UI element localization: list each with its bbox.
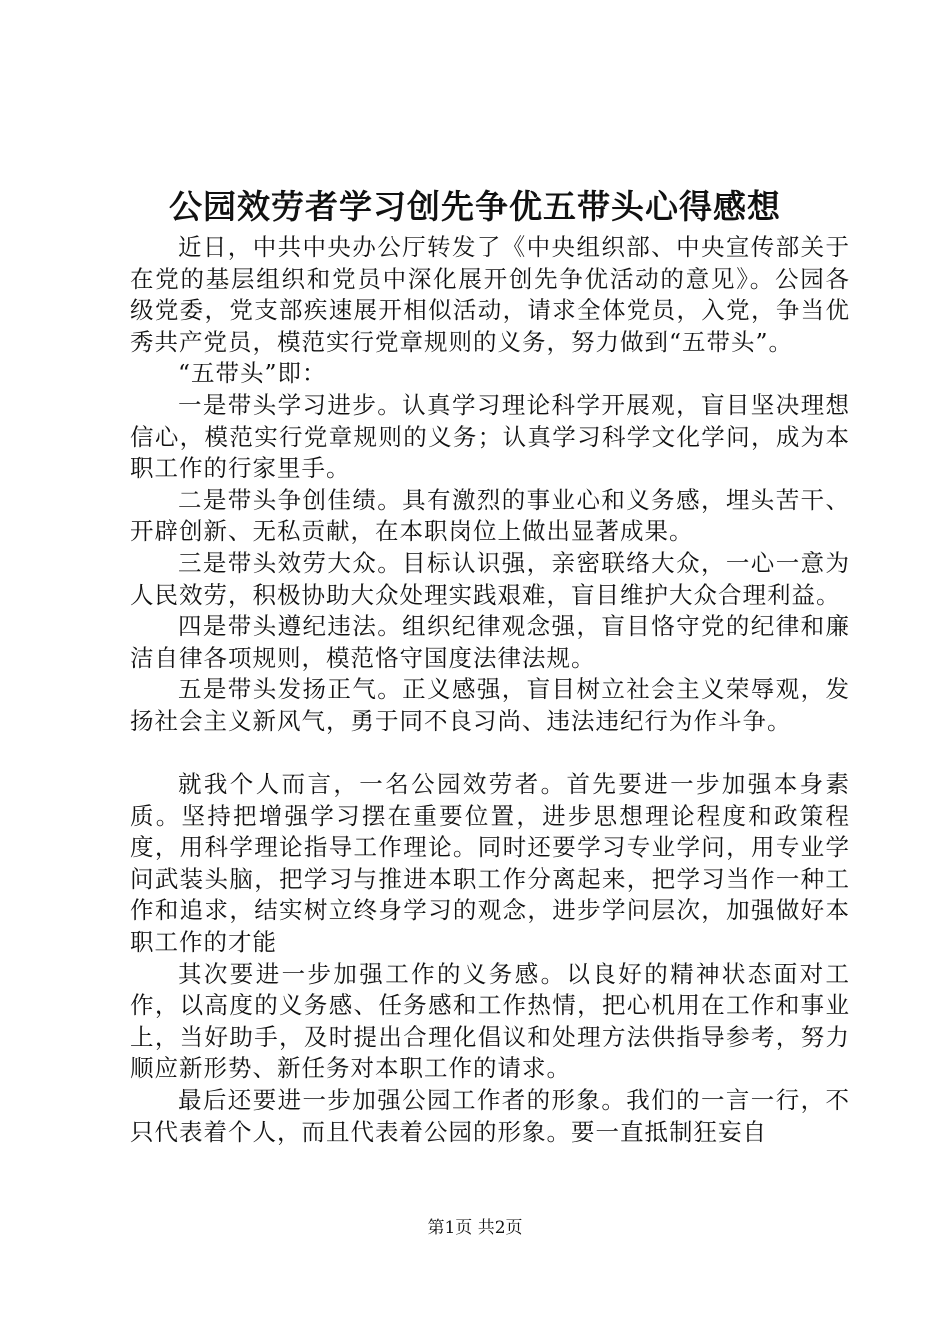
paragraph-lead-2: 二是带头争创佳绩。具有激烈的事业心和义务感，埋头苦干、开辟创新、无私贡献，在本职岗位上做出显著成果。 [130, 485, 850, 546]
paragraph-intro: 近日，中共中央办公厅转发了《中央组织部、中央宣传部关于在党的基层组织和党员中深化展开创先争优活动的意见》。公园各级党委，党支部疾速展开相似活动，请求全体党员，入党，争当优秀共产党员，模范实行党章规则的义务，努力做到“五带头”。 [130, 233, 850, 356]
paragraph-personal-first: 就我个人而言，一名公园效劳者。首先要进一步加强本身素质。坚持把增强学习摆在重要位置，进步思想理论程度和政策程度，用科学理论指导工作理论。同时还要学习专业学问，用专业学问武装头脑，把学习与推进本职工作分离起来，把学习当作一种工作和追求，结实树立终身学习的观念，进步学问层次，加强做好本职工作的才能 [130, 770, 850, 957]
paragraph-five-leads-heading: “五带头”即： [178, 359, 327, 388]
paragraph-lead-4: 四是带头遵纪违法。组织纪律观念强，盲目恪守党的纪律和廉洁自律各项规则，模范恪守国度法律法规。 [130, 612, 850, 672]
document-title: 公园效劳者学习创先争优五带头心得感想 [169, 187, 781, 226]
page-number: 第1页 共2页 [427, 1218, 523, 1238]
paragraph-personal-second: 其次要进一步加强工作的义务感。以良好的精神状态面对工作，以高度的义务感、任务感和工作热情，把心机用在工作和事业上，当好助手，及时提出合理化倡议和处理方法供指导参考，努力顺应新形势、新任务对本职工作的请求。 [130, 959, 850, 1083]
document-body [130, 232, 850, 1148]
blank-line [130, 738, 850, 770]
paragraph-lead-1: 一是带头学习进步。认真学习理论科学开展观，盲目坚决理想信心，模范实行党章规则的义务；认真学习科学文化学问，成为本职工作的行家里手。 [130, 390, 850, 483]
paragraph-lead-3: 三是带头效劳大众。目标认识强，亲密联络大众，一心一意为人民效劳，积极协助大众处理实践艰难，盲目维护大众合理利益。 [130, 548, 850, 609]
paragraph-lead-5: 五是带头发扬正气。正义感强，盲目树立社会主义荣辱观，发扬社会主义新风气，勇于同不良习尚、违法违纪行为作斗争。 [130, 675, 850, 735]
paragraph-personal-last: 最后还要进一步加强公园工作者的形象。我们的一言一行，不只代表着个人，而且代表着公园的形象。要一直抵制狂妄自 [130, 1086, 850, 1146]
